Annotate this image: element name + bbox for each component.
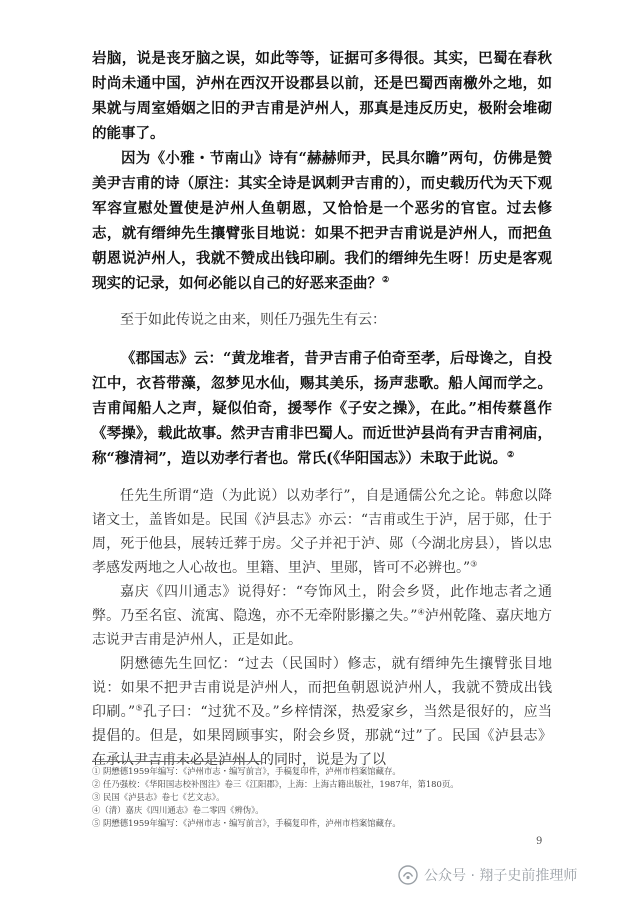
quote-block bbox=[92, 46, 552, 296]
paragraph-7 bbox=[92, 652, 552, 772]
footnote-1: ① 阴懋德1959年编写：《泸州市志・编写前言》，手稿复印件，泸州市档案馆藏存。 bbox=[92, 766, 401, 776]
paragraph-1: 岩脑，说是丧牙脑之误，如此等等，证据可多得很。其实，巴蜀在春秋时尚未通中国，泸州在西汉开设郡县以前，还是巴蜀西南檄外之地，如果就与周室婚姻之旧的尹吉甫是泸州人，那真是违反历史，极附会堆砌的能事了。 bbox=[92, 50, 552, 142]
page-number: 9 bbox=[536, 836, 543, 847]
footnote-4: ④（清）嘉庆《四川通志》卷二零四《辨伪》。 bbox=[92, 805, 264, 815]
paragraph-5 bbox=[92, 484, 552, 580]
paragraph-7-text-2: 孔子曰：“过犹不及。”乡梓情深，热爱家乡，当然是很好的，应当提倡的。但是，如果罔顾事实，附会乡贤，那就“过”了。民国《泸县志》在承认尹吉甫未必是泸州人的同时，说是为了以 bbox=[92, 704, 552, 768]
footnote-divider bbox=[92, 761, 262, 762]
footnote-ref: ③ bbox=[470, 559, 478, 569]
footnote-3: ③ 民国《泸县志》卷七《艺文志》。 bbox=[92, 792, 225, 802]
paragraph-2 bbox=[92, 146, 552, 296]
paragraph-2-text: 因为《小雅・节南山》诗有“赫赫师尹，民具尔瞻”两句，仿佛是赞美尹吉甫的诗（原注：其实全诗是讽刺尹吉甫的），而史载历代为天下观军容宣慰处置使是泸州人鱼朝恩，又恰恰是一个恶劣的官宦。过去修志，就有缙绅先生攘臂张目地说：如果不把尹吉甫说是泸州人，而把鱼朝恩说泸州人，我就不赞成出钱印刷。我们的缙绅先生呀！历史是客观现实的记录，如何必能以自己的好恶来歪曲？ bbox=[92, 150, 552, 292]
watermark bbox=[398, 862, 577, 888]
paragraph-6-text: 嘉庆《四川通志》说得好：“夸饰风土，附会乡贤，此作地志者之通弊。乃至名宦、流寓、隐逸，亦不无牵附影攥之失。” bbox=[92, 584, 552, 624]
watermark-text: 公众号 · 翔子史前推理师 bbox=[424, 868, 578, 884]
paragraph-6-text-2: 泸州乾隆、嘉庆地方志说尹吉甫是泸州人，正是如此。 bbox=[92, 608, 553, 648]
footnote-ref: ② bbox=[382, 274, 390, 285]
footnote-5: ⑤ 阴懋德1959年编写：《泸州市志・编写前言》，手稿复印件，泸州市档案馆藏存。 bbox=[92, 818, 401, 828]
footnote-2: ② 任乃强校：《华阳国志校补图注》卷三《江阳郡》，上海：上海古籍出版社，1987年，第180页。 bbox=[92, 779, 459, 789]
footnote-ref: ② bbox=[507, 449, 515, 460]
paragraph-3: 至于如此传说之由来，则任乃强先生有云： bbox=[120, 312, 386, 328]
paragraph-4 bbox=[92, 346, 552, 471]
body-block bbox=[92, 484, 552, 772]
paragraph-4-text: 《郡国志》云：“黄龙堆者，昔尹吉甫子伯奇至孝，后母谗之，自投江中，衣苔带藻，忽梦见水仙，赐其美乐，扬声悲歌。船人闻而学之。吉甫闻船人之声，疑似伯奇，援琴作《子安之操》，在此。”相传蔡邕作《琴操》，载此故事。然尹吉甫非巴蜀人。而近世泸县尚有尹吉甫祠庙，称“穆清祠”，造以劝孝行者也。常氏(《华阳国志》）未取于此说。 bbox=[92, 350, 552, 467]
footnote-ref: ④ bbox=[417, 607, 425, 617]
paragraph-5-text: 任先生所谓“造（为此说）以劝孝行”，自是通儒公允之论。韩愈以降诸文士，盖皆如是。民国《泸县志》亦云：“吉甫或生于泸，居于郧，仕于周，死于他县，展转迁葬于房。父子并祀于泸、郧（今湖北房县），皆以忠孝感发两地之人心故也。里籍、里泸、里郧，皆可不必辨也。” bbox=[92, 488, 552, 576]
wechat-official-account-icon bbox=[398, 865, 418, 885]
intro-line bbox=[92, 308, 552, 332]
citation-block bbox=[92, 346, 552, 471]
paragraph-7-text: 阴懋德先生回忆：“过去（民国时）修志，就有缙绅先生攘臂张目地说：如果不把尹吉甫说是泸州人，而把鱼朝恩说泸州人，我就不赞成出钱印刷。” bbox=[92, 656, 552, 720]
footnotes bbox=[92, 765, 562, 830]
paragraph-6 bbox=[92, 580, 552, 652]
footnote-ref: ⑤ bbox=[135, 703, 144, 713]
